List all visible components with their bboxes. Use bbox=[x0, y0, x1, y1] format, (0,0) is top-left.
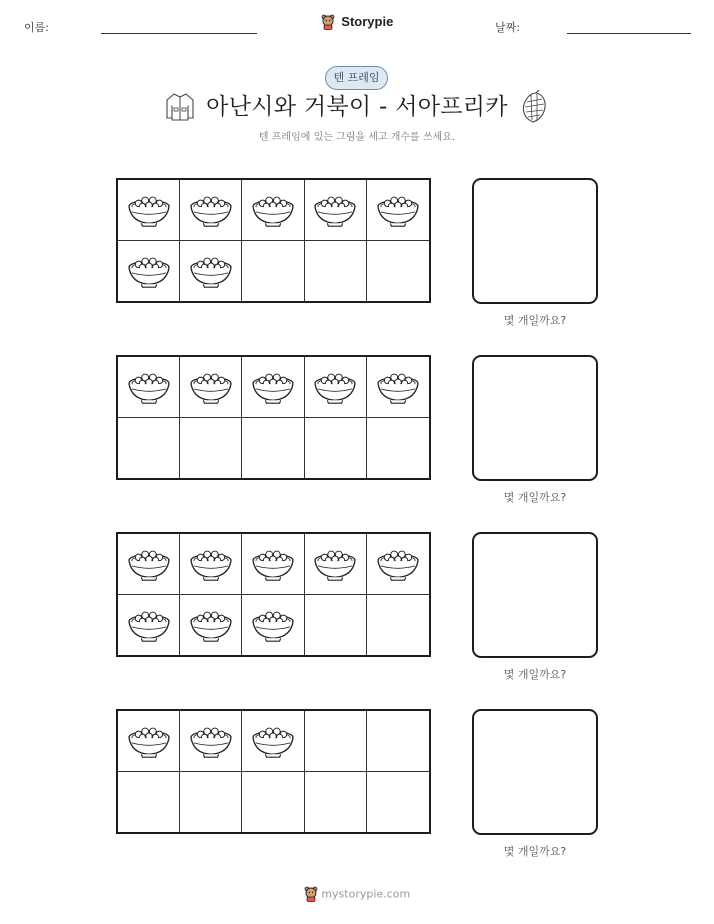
stew-bowl-icon bbox=[188, 722, 234, 760]
ten-frame-cell bbox=[180, 711, 242, 772]
ten-frame-cell bbox=[180, 241, 242, 302]
ten-frame-cell bbox=[180, 180, 242, 241]
ten-frame bbox=[116, 178, 431, 303]
stew-bowl-icon bbox=[250, 191, 296, 229]
stew-bowl-icon bbox=[126, 606, 172, 644]
ten-frame bbox=[116, 709, 431, 834]
stew-bowl-icon bbox=[188, 606, 234, 644]
stew-bowl-icon bbox=[250, 606, 296, 644]
ten-frame-cell bbox=[242, 241, 304, 302]
stew-bowl-icon bbox=[188, 545, 234, 583]
stew-bowl-icon bbox=[250, 722, 296, 760]
ten-frame-cell bbox=[242, 418, 304, 479]
name-line[interactable] bbox=[101, 33, 257, 34]
instructions: 텐 프레임에 있는 그림을 세고 개수를 쓰세요. bbox=[258, 132, 456, 143]
ten-frame-cell bbox=[118, 595, 180, 656]
stew-bowl-icon bbox=[312, 545, 358, 583]
ten-frame-cell bbox=[367, 711, 429, 772]
ten-frame bbox=[116, 532, 431, 657]
ten-frame-cell bbox=[305, 772, 367, 833]
stew-bowl-icon bbox=[126, 368, 172, 406]
ten-frame-cell bbox=[367, 180, 429, 241]
answer-box[interactable] bbox=[472, 532, 598, 658]
ten-frame-cell bbox=[305, 241, 367, 302]
ten-frame-cell bbox=[180, 595, 242, 656]
ten-frame-cell bbox=[118, 241, 180, 302]
ten-frame-cell bbox=[242, 772, 304, 833]
ten-frame-cell bbox=[367, 357, 429, 418]
bear-mascot-icon bbox=[321, 14, 335, 30]
count-question: 몇 개일까요? bbox=[503, 491, 567, 504]
count-question: 몇 개일까요? bbox=[503, 668, 567, 681]
ten-frame-cell bbox=[118, 418, 180, 479]
ten-frame-cell bbox=[242, 534, 304, 595]
ten-frame-cell bbox=[118, 180, 180, 241]
name-label: 이름: bbox=[24, 21, 49, 34]
ten-frame-cell bbox=[180, 357, 242, 418]
ten-frame-cell bbox=[118, 772, 180, 833]
ten-frame-cell bbox=[118, 711, 180, 772]
answer-box[interactable] bbox=[472, 709, 598, 835]
bear-mascot-icon bbox=[304, 886, 318, 902]
footer bbox=[0, 886, 714, 902]
ten-frame-cell bbox=[305, 534, 367, 595]
stew-bowl-icon bbox=[375, 191, 421, 229]
stew-bowl-icon bbox=[126, 252, 172, 290]
ten-frame-cell bbox=[367, 534, 429, 595]
ten-frame-cell bbox=[118, 534, 180, 595]
answer-box[interactable] bbox=[472, 355, 598, 481]
worksheet-title: 아난시와 거북이 - 서아프리카 bbox=[206, 94, 508, 120]
answer-box[interactable] bbox=[472, 178, 598, 304]
stew-bowl-icon bbox=[126, 722, 172, 760]
stew-bowl-icon bbox=[312, 368, 358, 406]
footer-url[interactable]: mystorypie.com bbox=[321, 887, 411, 901]
stew-bowl-icon bbox=[250, 368, 296, 406]
brand-name: Storypie bbox=[341, 14, 394, 30]
stew-bowl-icon bbox=[188, 191, 234, 229]
stew-bowl-icon bbox=[312, 191, 358, 229]
ten-frame-cell bbox=[242, 711, 304, 772]
count-question: 몇 개일까요? bbox=[503, 845, 567, 858]
pinecone-icon bbox=[518, 90, 548, 124]
date-line[interactable] bbox=[567, 33, 691, 34]
ten-frame-cell bbox=[180, 534, 242, 595]
date-label: 날짜: bbox=[495, 21, 520, 34]
ten-frame-cell bbox=[305, 180, 367, 241]
ten-frame-cell bbox=[367, 772, 429, 833]
stew-bowl-icon bbox=[250, 545, 296, 583]
stew-bowl-icon bbox=[126, 191, 172, 229]
stew-bowl-icon bbox=[188, 368, 234, 406]
ten-frame-cell bbox=[305, 418, 367, 479]
ten-frame-cell bbox=[305, 357, 367, 418]
count-question: 몇 개일까요? bbox=[503, 314, 567, 327]
stew-bowl-icon bbox=[126, 545, 172, 583]
ten-frame-cell bbox=[305, 711, 367, 772]
ten-frame-cell bbox=[242, 595, 304, 656]
stew-bowl-icon bbox=[188, 252, 234, 290]
stew-bowl-icon bbox=[375, 545, 421, 583]
ten-frame bbox=[116, 355, 431, 480]
brand bbox=[0, 13, 714, 30]
ten-frame-cell bbox=[242, 180, 304, 241]
ten-frame-cell bbox=[118, 357, 180, 418]
ten-frame-cell bbox=[367, 241, 429, 302]
ten-frame-cell bbox=[367, 595, 429, 656]
ten-frame-cell bbox=[242, 357, 304, 418]
ten-frame-cell bbox=[180, 418, 242, 479]
category-badge: 텐 프레임 bbox=[325, 66, 388, 90]
ten-frame-cell bbox=[180, 772, 242, 833]
ten-frame-cell bbox=[367, 418, 429, 479]
ten-frame-cell bbox=[305, 595, 367, 656]
stew-bowl-icon bbox=[375, 368, 421, 406]
